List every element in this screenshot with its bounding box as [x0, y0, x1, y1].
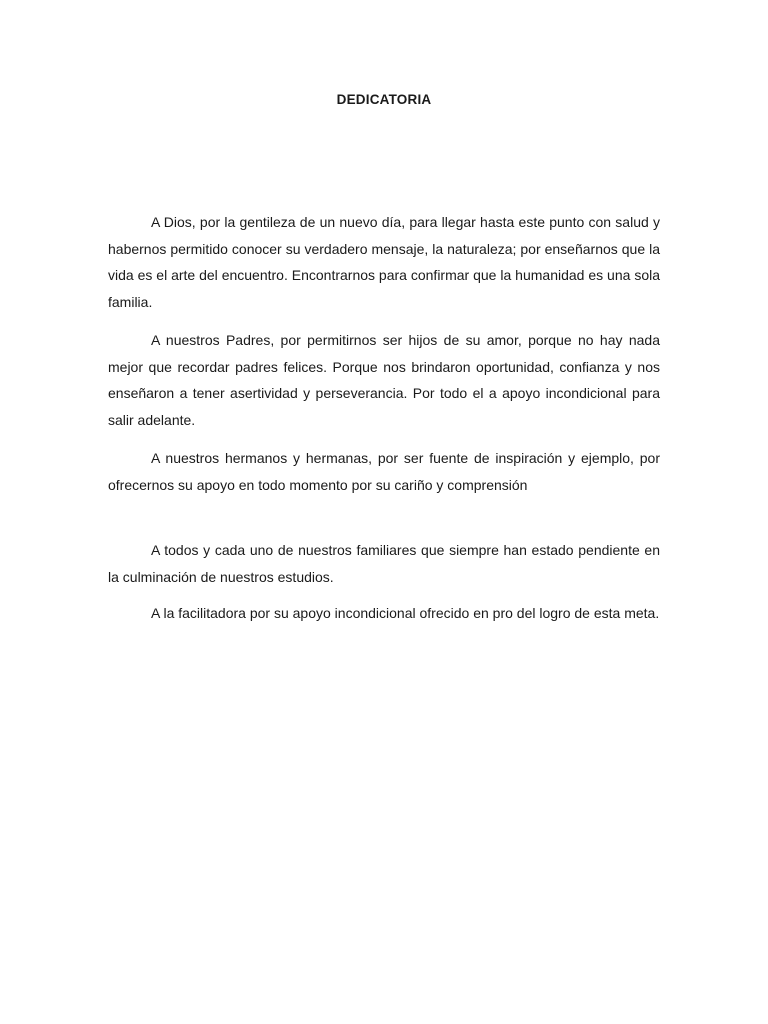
paragraph-text: A Dios, por la gentileza de un nuevo día, para llegar hasta este punto con salud y habernos permitido conocer su verdadero mensaje, la naturaleza; por enseñarnos que la vida es el arte del encuentro. Encontrarnos para confirmar que la humanidad es una sola familia. [108, 214, 660, 310]
paragraph-text: A la facilitadora por su apoyo incondicional ofrecido en pro del logro de esta meta. [151, 605, 660, 621]
dedication-paragraph-family [108, 537, 660, 590]
paragraph-text: A nuestros hermanos y hermanas, por ser fuente de inspiración y ejemplo, por ofrecernos su apoyo en todo momento por su cariño y comprensión [108, 450, 660, 493]
dedication-paragraph-parents [108, 327, 660, 433]
dedication-paragraph-god [108, 209, 660, 315]
paragraph-text: A todos y cada uno de nuestros familiares que siempre han estado pendiente en la culminación de nuestros estudios. [108, 542, 660, 585]
dedication-paragraph-facilitator [108, 600, 660, 627]
page-title: DEDICATORIA [336, 92, 432, 107]
paragraph-text: A nuestros Padres, por permitirnos ser hijos de su amor, porque no hay nada mejor que recordar padres felices. Porque nos brindaron oportunidad, confianza y nos enseñaron a tener asertividad y perseverancia. Por todo el a apoyo incondicional para salir adelante. [108, 332, 660, 428]
dedication-paragraph-siblings [108, 445, 660, 498]
